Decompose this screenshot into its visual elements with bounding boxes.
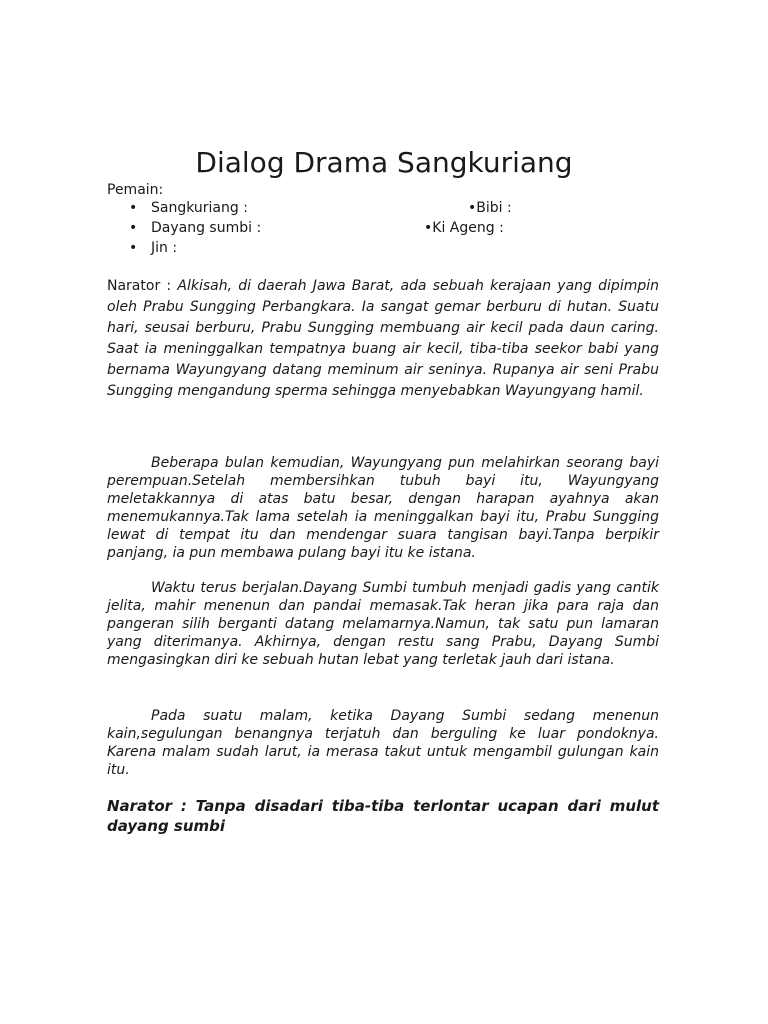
narrator-paragraph-1 — [107, 276, 659, 402]
cast-item-label: Sangkuriang : — [151, 200, 248, 216]
narrator-label: Narator : — [107, 278, 178, 294]
story-paragraph-3: Waktu terus berjalan.Dayang Sumbi tumbuh menjadi gadis yang cantik jelita, mahir menenun dan pandai memasak.Tak heran jika para raja dan pangeran silih berganti datang melamarnya.Namun, tak satu pun lamaran yang diterimanya. Akhirnya, dengan restu sang Prabu, Dayang Sumbi mengasingkan diri ke sebuah hutan lebat yang terletak jauh dari istana. — [107, 580, 659, 668]
cast-item-jin — [129, 238, 177, 258]
cast-heading: Pemain: — [107, 182, 164, 198]
bullet-icon: • — [129, 220, 138, 236]
narrator-paragraph-2: Narator : Tanpa disadari tiba-tiba terlontar ucapan dari mulut dayang sumbi — [107, 797, 659, 835]
story-paragraph-2: Beberapa bulan kemudian, Wayungyang pun melahirkan seorang bayi perempuan.Setelah membersihkan tubuh bayi itu, Wayungyang meletakkannya di atas batu besar, dengan harapan ayahnya akan menemukannya.Tak lama setelah ia meninggalkan bayi itu, Prabu Sungging lewat di tempat itu dan mendengar suara tangisan bayi.Tanpa berpikir panjang, ia pun membawa pulang bayi itu ke istana. — [107, 455, 659, 561]
cast-row — [0, 198, 768, 218]
cast-item-label: Dayang sumbi : — [151, 220, 262, 236]
cast-item-dayang-sumbi — [129, 218, 261, 238]
bullet-icon: • — [129, 200, 138, 216]
narrator-text: Alkisah, di daerah Jawa Barat, ada sebuah kerajaan yang dipimpin oleh Prabu Sungging Perbangkara. Ia sangat gemar berburu di hutan. Suatu hari, seusai berburu, Prabu Sungging membuang air kecil pada daun caring. Saat ia meninggalkan tempatnya buang air kecil, tiba-tiba seekor babi yang bernama Wayungyang datang meminum air seninya. Rupanya air seni Prabu Sungging mengandung sperma sehingga menyebabkan Wayungyang hamil. — [107, 278, 659, 399]
cast-item-ki-ageng: •Ki Ageng : — [424, 220, 504, 236]
cast-row — [0, 218, 768, 238]
bullet-icon: • — [129, 240, 138, 256]
page-title: Dialog Drama Sangkuriang — [195, 146, 573, 179]
cast-row — [0, 238, 768, 258]
cast-item-bibi: •Bibi : — [468, 200, 512, 216]
cast-item-label: Jin : — [151, 240, 178, 256]
story-paragraph-4: Pada suatu malam, ketika Dayang Sumbi sedang menenun kain,segulungan benangnya terjatuh dan berguling ke luar pondoknya. Karena malam sudah larut, ia merasa takut untuk mengambil gulungan kain itu. — [107, 708, 659, 778]
cast-item-sangkuriang — [129, 198, 248, 218]
